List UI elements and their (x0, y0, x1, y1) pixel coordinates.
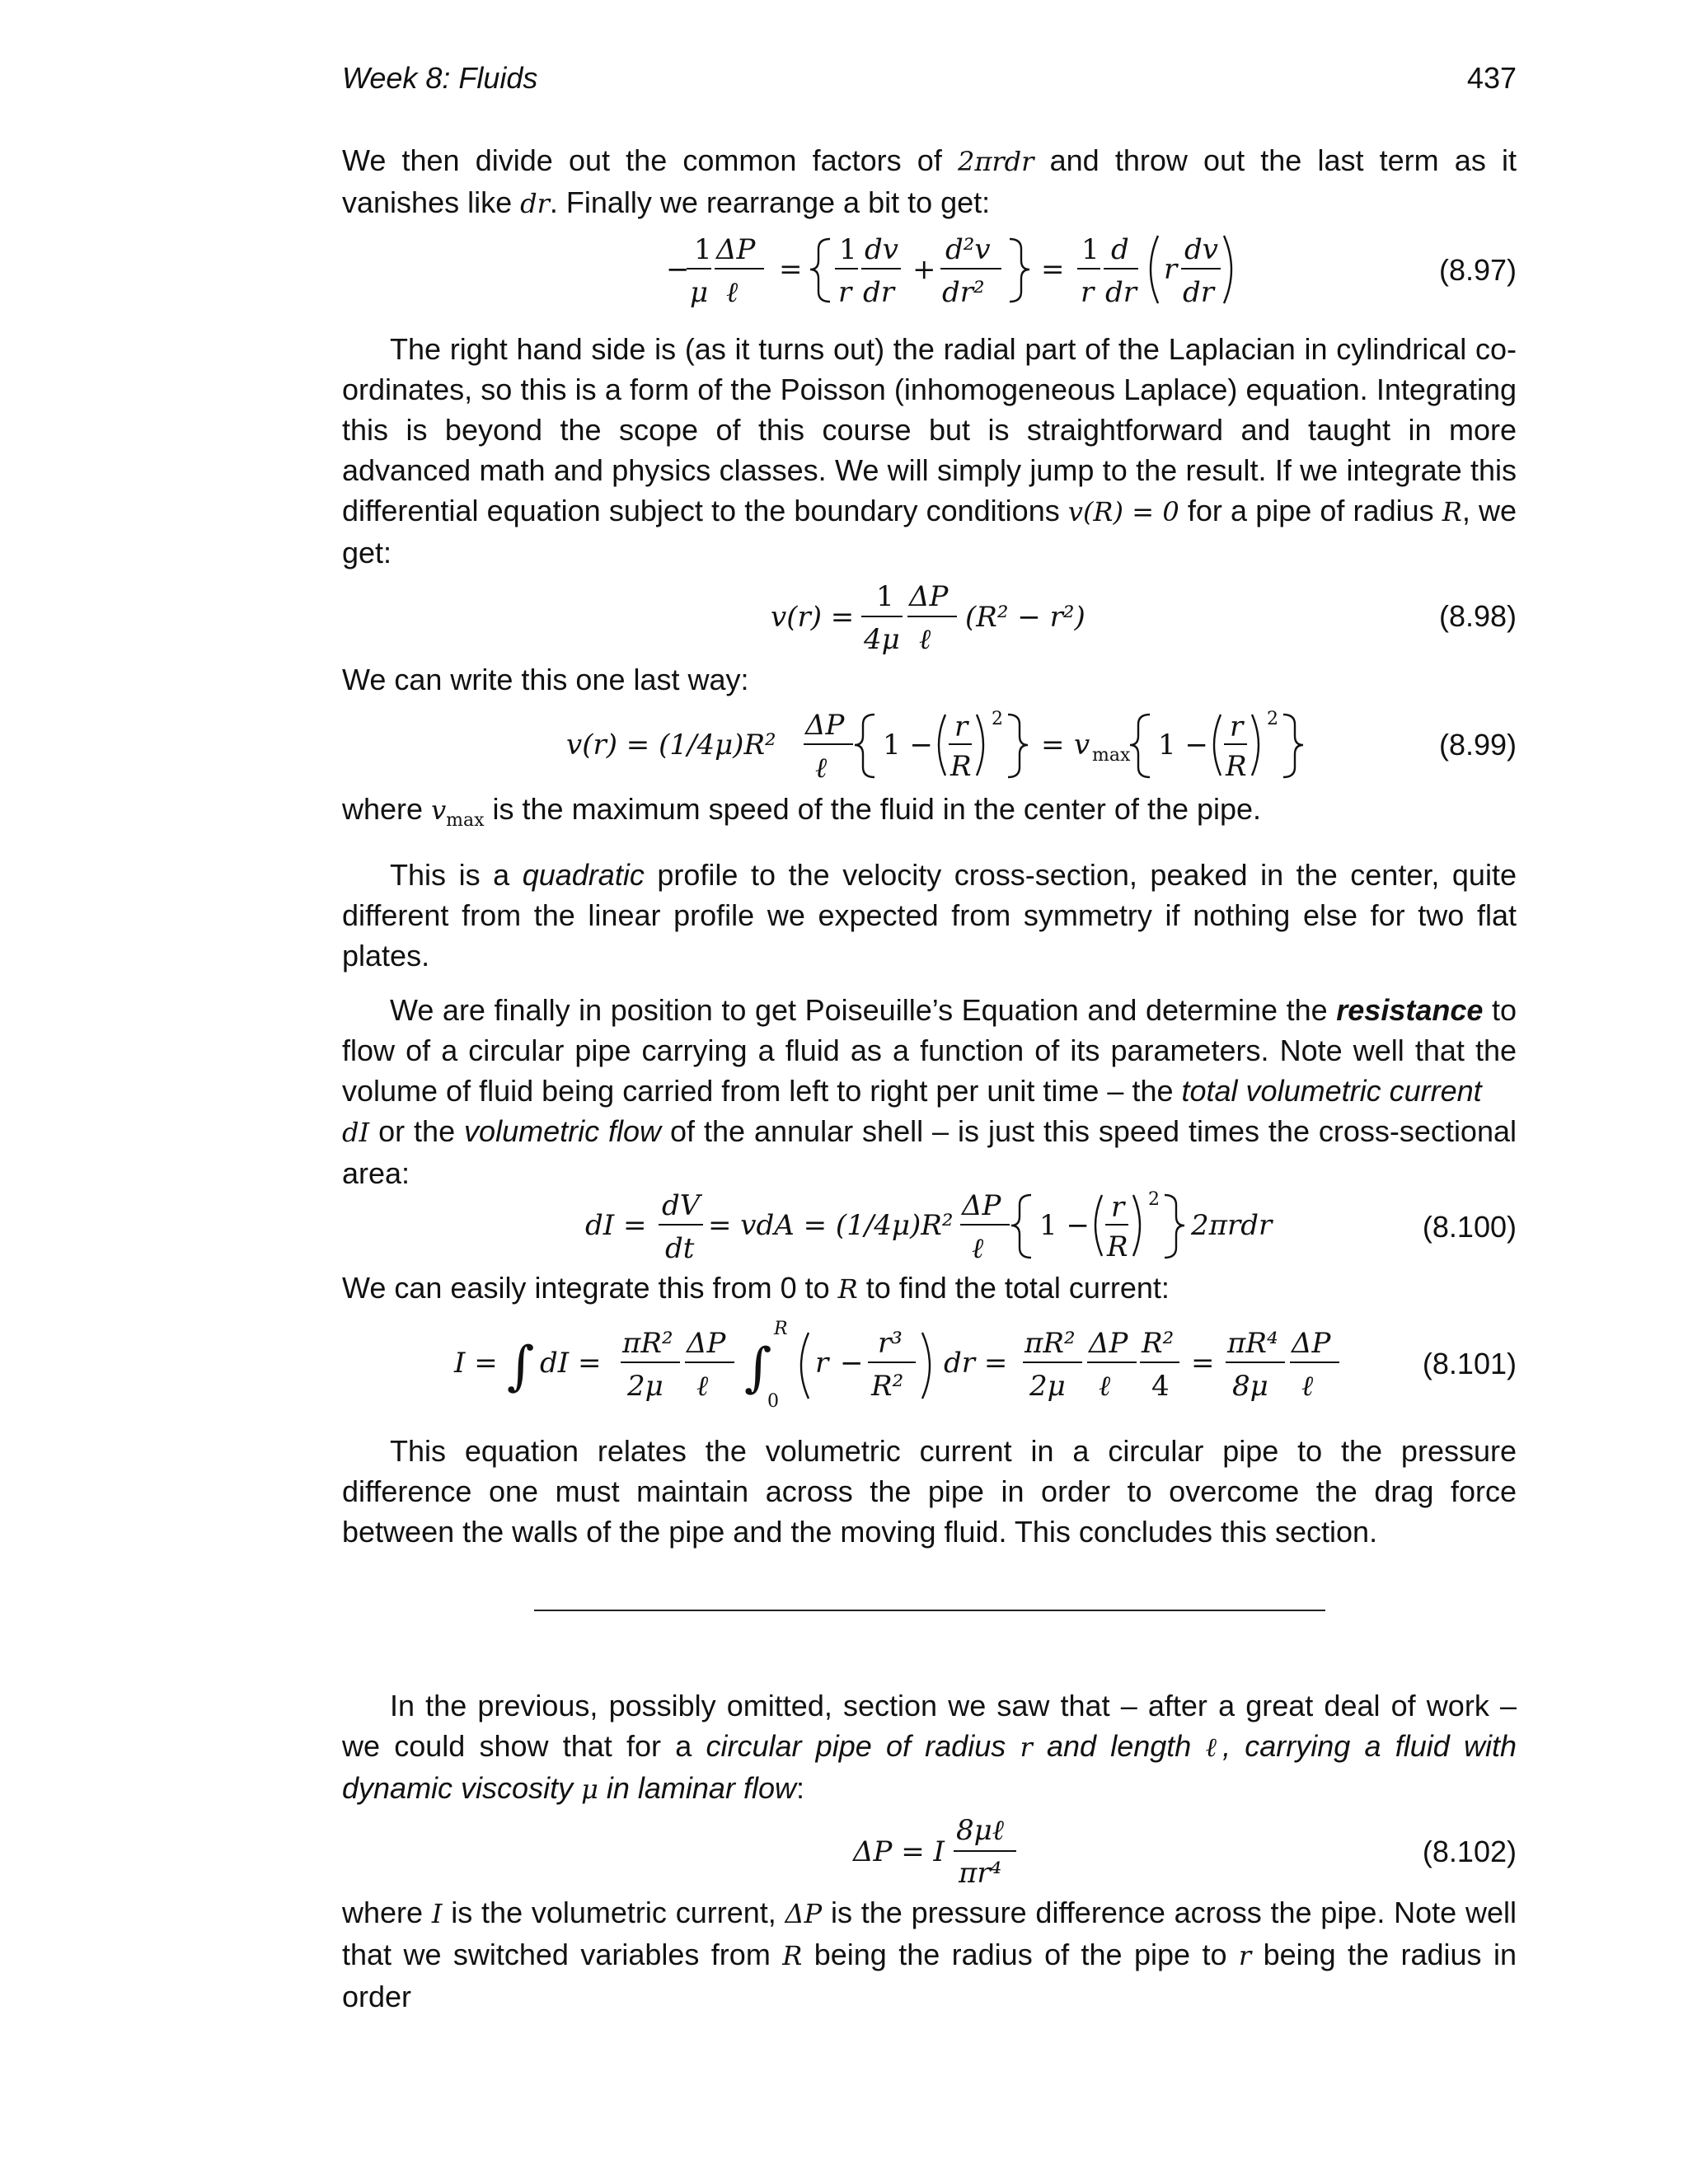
svg-text:4: 4 (1151, 1370, 1170, 1404)
svg-text:πR²: πR² (622, 1327, 673, 1361)
svg-text:1 −: 1 − (1158, 729, 1208, 762)
paragraph-7: We can easily integrate this from 0 to R to find the total current: (342, 1271, 1170, 1305)
paragraph-10: where I is the volumetric current, ΔP is the pressure difference across the pipe. Note well that we switched variables from R being the radius of the pipe to r being the radius in order (342, 1896, 1517, 2014)
svg-text:2: 2 (1148, 1189, 1160, 1211)
svg-text:R: R (1226, 750, 1247, 783)
svg-text:r: r (954, 710, 968, 743)
equation-number: (8.101) (1422, 1346, 1517, 1380)
equation-number: (8.100) (1422, 1209, 1517, 1244)
svg-text:0: 0 (767, 1391, 779, 1413)
equation-number: (8.102) (1422, 1834, 1517, 1868)
svg-text:r: r (838, 276, 852, 309)
svg-text:1 −: 1 − (1039, 1209, 1090, 1243)
paragraph-1: We then divide out the common factors of 2πrdr and throw out the last term as it vanishes like dr. Finally we rearrange a bit to get: (342, 143, 1517, 219)
svg-text:=: = (1041, 253, 1065, 286)
svg-text:πR⁴: πR⁴ (1227, 1327, 1278, 1361)
svg-text:ℓ: ℓ (815, 752, 828, 785)
math-inline: dI (342, 1117, 370, 1149)
paragraph-2: The right hand side is (as it turns out) the radial part of the Laplacian in cylindrical co-ordinates, so this is a form of the Poisson (inhomogeneous Laplace) equation. Integrating this is beyond the scope of this course but is straightforward and taught in more advanced math and physics classes. We will simply jump to the result. If we integrate this differential equation subject to the boundary conditions v(R) = 0 for a pipe of radius R, we get: (342, 332, 1517, 569)
svg-text:ℓ: ℓ (1099, 1370, 1111, 1404)
equation-8-99-math (342, 700, 1389, 789)
svg-text:1: 1 (839, 233, 857, 266)
math-inline: v (431, 794, 447, 826)
svg-text:+: + (912, 253, 936, 286)
svg-text:d²v: d²v (945, 233, 991, 266)
svg-text:2: 2 (992, 709, 1003, 729)
svg-text:=: = (1191, 1347, 1215, 1380)
svg-text:v(r) =: v(r) = (771, 601, 855, 634)
svg-text:dr: dr (1183, 276, 1215, 309)
svg-text:πr⁴: πr⁴ (959, 1857, 1002, 1891)
svg-text:r: r (1230, 710, 1244, 743)
svg-text:2μ: 2μ (627, 1370, 663, 1404)
svg-text:ℓ: ℓ (1301, 1370, 1314, 1404)
svg-text:2πrdr: 2πrdr (1191, 1209, 1273, 1243)
svg-text:dI =: dI = (540, 1347, 602, 1380)
svg-text:r: r (1111, 1191, 1125, 1225)
svg-text:1: 1 (694, 233, 712, 266)
svg-text:v(r) = (1/4μ)R²: v(r) = (1/4μ)R² (566, 729, 776, 762)
math-inline: r (1020, 1732, 1033, 1764)
svg-text:r³: r³ (878, 1327, 903, 1361)
math-inline: R (837, 1273, 858, 1305)
svg-text:2: 2 (1267, 709, 1278, 729)
equation-8-101 (342, 1310, 1517, 1417)
svg-text:R: R (1107, 1230, 1128, 1264)
paragraph-9: In the previous, possibly omitted, section we saw that – after a great deal of work – we could show that for a circular pipe of radius r and length ℓ, carrying a fluid with dynamic viscosity μ in laminar flow: (342, 1689, 1517, 1806)
paragraph-6: We are finally in position to get Poiseuille’s Equation and determine the resistance to flow of a circular pipe carrying a fluid as a function of its parameters. Note well that the volume of fluid being carried from left to right per unit time – the total volumetric current dI or the volumetric flow of the annular shell – is just this speed times the cross-sectional area: (342, 993, 1517, 1191)
equation-8-102-math (342, 1810, 1389, 1892)
math-inline: dr (520, 188, 550, 219)
svg-text:R: R (774, 1319, 788, 1340)
equation-8-98-math (342, 573, 1389, 659)
equation-8-100 (342, 1185, 1517, 1268)
svg-text:(R² − r²): (R² − r²) (965, 601, 1085, 634)
svg-text:=: = (779, 253, 803, 286)
svg-text:8μ: 8μ (1232, 1370, 1268, 1404)
equation-8-102 (342, 1810, 1517, 1892)
svg-text:ℓ: ℓ (919, 623, 931, 656)
paragraph-8: This equation relates the volumetric current in a circular pipe to the pressure difference one must maintain across the pipe in order to overcome the drag force between the walls of the pipe and the moving fluid. This concludes this section. (342, 1434, 1517, 1549)
running-header (342, 61, 1517, 102)
chapter-title: Week 8: Fluids (342, 61, 538, 95)
svg-text:dV: dV (662, 1189, 701, 1223)
math-inline: v(R) = 0 (1067, 496, 1179, 527)
math-inline: μ (581, 1774, 598, 1806)
svg-text:8μℓ: 8μℓ (956, 1814, 1004, 1848)
equation-number: (8.98) (1438, 599, 1517, 633)
svg-text:=: = (1041, 729, 1065, 762)
equation-number: (8.99) (1438, 727, 1517, 762)
math-inline: ΔP (785, 1898, 823, 1930)
svg-text:1: 1 (876, 580, 894, 613)
equation-8-100-math (342, 1185, 1389, 1268)
svg-text:ΔP: ΔP (805, 709, 845, 742)
svg-text:dr²: dr² (942, 276, 985, 309)
math-inline: R (782, 1940, 803, 1972)
svg-text:R²: R² (1142, 1327, 1175, 1361)
svg-text:= vdA = (1/4μ)R²: = vdA = (1/4μ)R² (708, 1209, 954, 1243)
svg-text:ΔP: ΔP (962, 1189, 1001, 1223)
svg-text:dI =: dI = (585, 1209, 647, 1243)
svg-text:−: − (840, 1347, 864, 1380)
svg-text:ΔP: ΔP (716, 233, 756, 266)
math-inline: R (1442, 496, 1462, 527)
svg-text:2μ: 2μ (1029, 1370, 1066, 1404)
svg-text:d: d (1111, 233, 1129, 266)
svg-text:R²: R² (871, 1370, 904, 1404)
svg-text:I =: I = (454, 1347, 498, 1380)
math-inline: r (1238, 1940, 1252, 1972)
svg-text:dr =: dr = (944, 1347, 1008, 1380)
svg-text:dr: dr (1105, 276, 1137, 309)
svg-text:ℓ: ℓ (696, 1370, 709, 1404)
svg-text:∫: ∫ (744, 1338, 772, 1399)
equation-number: (8.97) (1438, 252, 1517, 287)
svg-text:μ: μ (690, 276, 709, 309)
svg-text:ΔP: ΔP (1292, 1327, 1331, 1361)
svg-text:πR²: πR² (1025, 1327, 1076, 1361)
svg-text:r: r (1081, 276, 1095, 309)
svg-text:v: v (1074, 729, 1090, 762)
math-inline: I (431, 1898, 443, 1930)
equation-8-97-math (342, 224, 1389, 315)
svg-text:ΔP: ΔP (687, 1327, 726, 1361)
math-inline: 2πrdr (957, 146, 1034, 177)
svg-text:4μ: 4μ (864, 623, 900, 656)
svg-text:r: r (815, 1347, 829, 1380)
svg-text:r: r (1164, 253, 1178, 286)
equation-8-97 (342, 224, 1517, 315)
svg-text:1: 1 (1081, 233, 1100, 266)
svg-text:max: max (1092, 745, 1131, 766)
equation-8-99 (342, 700, 1517, 789)
svg-text:R: R (950, 750, 972, 783)
page-body (342, 140, 1517, 2017)
paragraph-3: We can write this one last way: (342, 663, 749, 696)
svg-text:ΔP: ΔP (909, 580, 949, 613)
page-number: 437 (1466, 61, 1517, 95)
svg-text:dr: dr (863, 276, 895, 309)
math-inline: ℓ (1205, 1732, 1223, 1764)
svg-text:−: − (666, 253, 690, 286)
equation-8-101-math (342, 1310, 1389, 1417)
svg-text:ℓ: ℓ (972, 1232, 984, 1266)
svg-text:∫: ∫ (507, 1336, 535, 1398)
svg-text:ΔP = I: ΔP = I (853, 1835, 945, 1869)
equation-8-98 (342, 573, 1517, 659)
paragraph-4: where $v_{max}$ is the maximum speed of the fluid in the center of the pipe. (342, 792, 1262, 832)
svg-text:dt: dt (665, 1232, 695, 1266)
paragraph-5: This is a quadratic profile to the velocity cross-section, peaked in the center, quite different from the linear profile we expected from symmetry if nothing else for two flat plates. (342, 858, 1517, 973)
svg-text:1 −: 1 − (883, 729, 933, 762)
svg-text:dv: dv (1184, 233, 1218, 266)
svg-text:dv: dv (865, 233, 898, 266)
svg-text:ΔP: ΔP (1089, 1327, 1128, 1361)
svg-text:ℓ: ℓ (726, 276, 738, 309)
